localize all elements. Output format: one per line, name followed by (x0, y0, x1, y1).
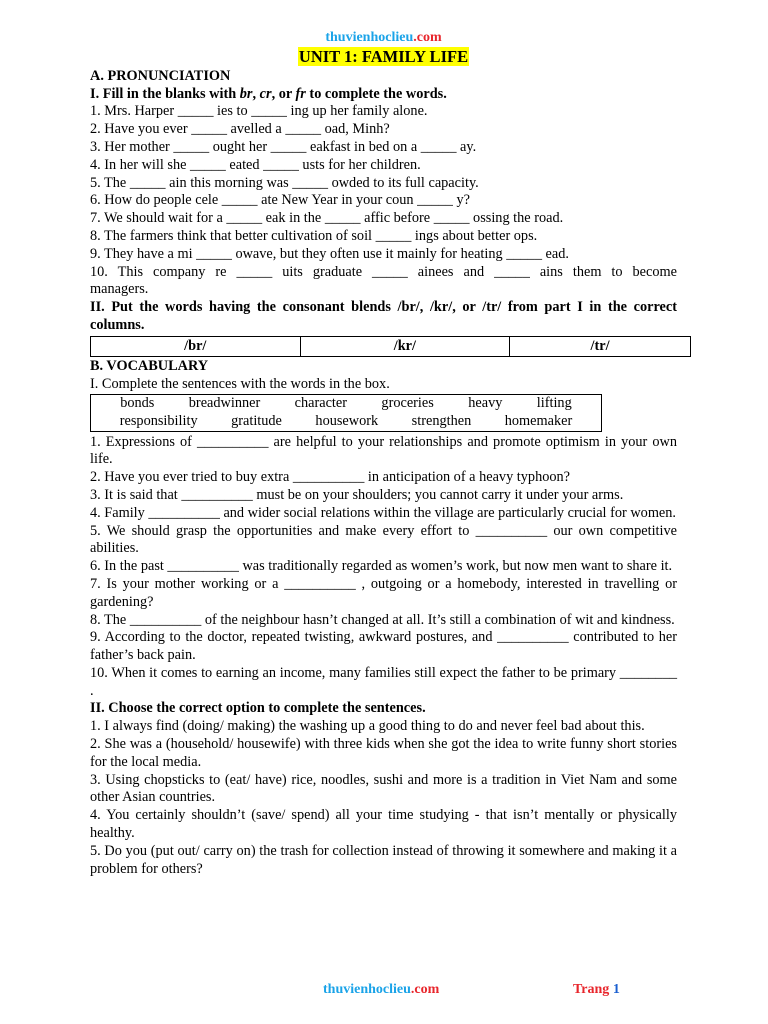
word-box (90, 394, 602, 431)
section-b-heading: B. VOCABULARY (90, 357, 209, 374)
option-item: 3. Using chopsticks to (eat/ have) rice, noodles, sushi and more is a tradition in Viet Nam and some other Asian countries. (90, 771, 677, 806)
word: strengthen (411, 412, 472, 429)
pron-item: 3. Her mother _____ ought her _____ eakfast in bed on a _____ ay. (90, 138, 477, 155)
vocab-item: 2. Have you ever tried to buy extra __________ in anticipation of a heavy typhoon? (90, 469, 571, 486)
word-box-row (91, 413, 601, 431)
vocab-item: 6. In the past __________ was traditionally regarded as women’s work, but now men want to share it. (90, 558, 673, 575)
vocab-item: 5. We should grasp the opportunities and make every effort to __________ our own competitive abilities. (90, 522, 677, 557)
pron-item: 9. They have a mi _____ owave, but they often use it mainly for heating _____ ead. (90, 245, 569, 262)
column-br: /br/ (91, 336, 301, 356)
section-a-heading: A. PRONUNCIATION (90, 67, 231, 84)
unit-title: UNIT 1: FAMILY LIFE (298, 47, 469, 66)
pron-item: 1. Mrs. Harper _____ ies to _____ ing up her family alone. (90, 103, 428, 120)
vocab-item: 3. It is said that __________ must be on your shoulders; you cannot carry it under your arms. (90, 486, 624, 503)
section-a-instruction-2: II. Put the words having the consonant blends /br/, /kr/, or /tr/ from part I in the correct (90, 299, 677, 316)
blend-columns-table (90, 336, 691, 357)
pron-item: 2. Have you ever _____ avelled a _____ oad, Minh? (90, 121, 390, 138)
vocab-item: 9. According to the doctor, repeated twisting, awkward postures, and __________ contributed to her father’s back pain. (90, 629, 677, 664)
word: groceries (381, 395, 434, 412)
pron-item: 4. In her will she _____ eated _____ usts for her children. (90, 156, 421, 173)
word: lifting (536, 395, 572, 412)
section-b-instruction-2: II. Choose the correct option to complete the sentences. (90, 700, 426, 717)
pron-item: 6. How do people cele _____ ate New Year in your coun _____ y? (90, 192, 470, 209)
pron-item: 7. We should wait for a _____ eak in the _____ affic before _____ ossing the road. (90, 210, 564, 227)
section-b-instruction-1: I. Complete the sentences with the words in the box. (90, 375, 390, 392)
option-item: 2. She was a (household/ housewife) with three kids when she got the idea to write funny short stories for the local media. (90, 736, 677, 770)
vocab-item: 10. When it comes to earning an income, many families still expect the father to be primary ________ . (90, 664, 677, 699)
word: gratitude (231, 412, 282, 429)
pron-item: 8. The farmers think that better cultivation of soil _____ ings about better ops. (90, 227, 538, 244)
option-item: 1. I always find (doing/ making) the washing up a good thing to do and never feel bad about this. (90, 718, 645, 735)
page-number: Trang 1 (573, 982, 620, 997)
vocab-item: 7. Is your mother working or a __________ , outgoing or a homebody, interested in travelling or gardening? (90, 575, 677, 610)
vocab-item: 8. The __________ of the neighbour hasn’t changed at all. It’s still a combination of wit and kindness. (90, 611, 675, 628)
site-domain: .com (413, 30, 442, 45)
pron-item-10-cont: managers. (90, 281, 149, 298)
vocab-item: 1. Expressions of __________ are helpful to your relationships and promote optimism in your own life. (90, 433, 677, 468)
word: housework (315, 412, 379, 429)
word: bonds (120, 395, 155, 412)
site-name: thuvienhoclieu (325, 30, 414, 45)
site-header (90, 30, 677, 46)
section-a-instruction-1: I. Fill in the blanks with br, cr, or fr to complete the words. (90, 85, 447, 102)
word: heavy (468, 395, 503, 412)
pron-item-10: 10. This company re _____ uits graduate _____ ainees and _____ ains them to become (90, 263, 677, 280)
column-tr: /tr/ (510, 336, 691, 356)
document-page (90, 0, 677, 878)
column-kr: /kr/ (300, 336, 510, 356)
word: responsibility (119, 412, 198, 429)
vocab-item: 4. Family __________ and wider social relations within the village are particularly crucial for women. (90, 504, 677, 521)
footer-site: thuvienhoclieu.com (323, 982, 440, 997)
option-item: 5. Do you (put out/ carry on) the trash for collection instead of throwing it somewhere and making it a problem for others? (90, 842, 677, 877)
word: homemaker (504, 412, 573, 429)
word: breadwinner (188, 395, 261, 412)
pron-item: 5. The _____ ain this morning was _____ owded to its full capacity. (90, 174, 479, 191)
word: character (294, 395, 348, 412)
section-a-instruction-2-cont: columns. (90, 316, 145, 333)
option-item: 4. You certainly shouldn’t (save/ spend) all your time studying - that isn’t mentally or physically healthy. (90, 807, 677, 842)
word-box-row (91, 395, 601, 413)
